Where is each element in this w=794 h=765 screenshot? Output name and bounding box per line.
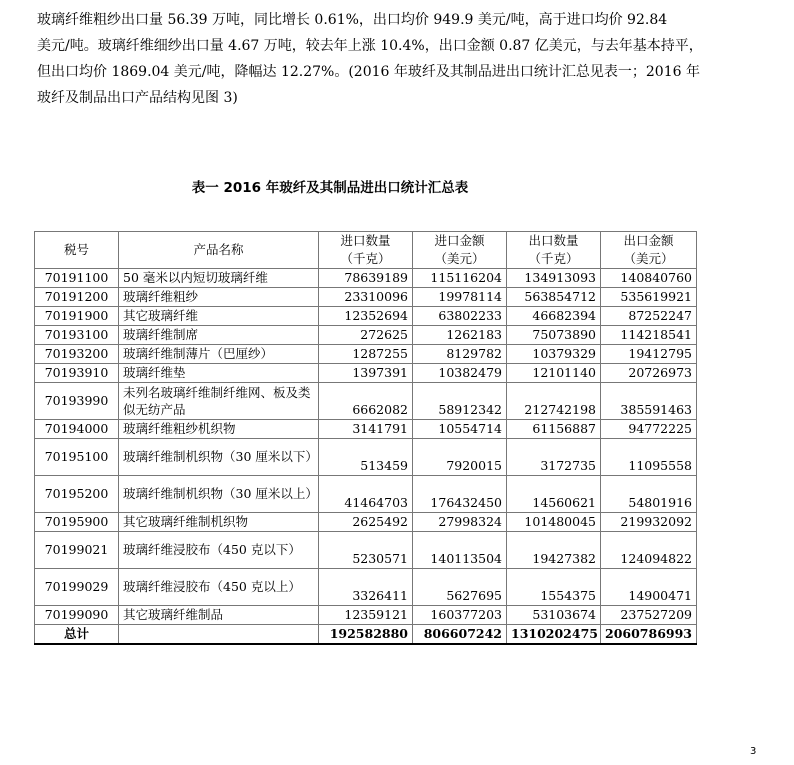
paragraph-line: 但出口均价 1869.04 美元/吨，降幅达 12.27%。(2016 年玻纤及其制品进出口统计汇总见表一；2016 年 [37, 64, 700, 80]
cell-name-empty [119, 625, 319, 645]
cell-name: 玻璃纤维制席 [119, 326, 319, 345]
table-row [35, 269, 697, 288]
header-code: 税号 [35, 232, 119, 269]
cell-code: 70199021 [35, 532, 119, 569]
table-row [35, 513, 697, 532]
cell-export-amt: 124094822 [601, 532, 697, 569]
table-row [35, 476, 697, 513]
table-row [35, 439, 697, 476]
cell-name: 玻璃纤维粗纱 [119, 288, 319, 307]
cell-export-qty: 134913093 [507, 269, 601, 288]
cell-name: 玻璃纤维制机织物（30 厘米以下） [119, 439, 319, 476]
cell-code: 70199029 [35, 569, 119, 606]
cell-import-amt: 10382479 [413, 364, 507, 383]
header-name: 产品名称 [119, 232, 319, 269]
total-export-amt: 2060786993 [601, 625, 697, 645]
cell-export-amt: 94772225 [601, 420, 697, 439]
cell-code: 70191100 [35, 269, 119, 288]
cell-export-amt: 140840760 [601, 269, 697, 288]
cell-code: 70193100 [35, 326, 119, 345]
cell-name: 玻璃纤维浸胶布（450 克以下） [119, 532, 319, 569]
cell-import-qty: 12359121 [319, 606, 413, 625]
cell-export-qty: 14560621 [507, 476, 601, 513]
cell-import-qty: 2625492 [319, 513, 413, 532]
cell-import-amt: 160377203 [413, 606, 507, 625]
cell-name: 玻璃纤维制薄片（巴厘纱） [119, 345, 319, 364]
cell-import-amt: 7920015 [413, 439, 507, 476]
cell-import-amt: 5627695 [413, 569, 507, 606]
cell-export-amt: 87252247 [601, 307, 697, 326]
cell-code: 70199090 [35, 606, 119, 625]
paragraph-line: 玻纤及制品出口产品结构见图 3) [37, 90, 238, 106]
cell-import-amt: 1262183 [413, 326, 507, 345]
cell-code: 70193910 [35, 364, 119, 383]
table-row [35, 383, 697, 420]
cell-export-qty: 75073890 [507, 326, 601, 345]
cell-name: 其它玻璃纤维 [119, 307, 319, 326]
cell-import-qty: 1397391 [319, 364, 413, 383]
cell-code: 70194000 [35, 420, 119, 439]
cell-import-amt: 140113504 [413, 532, 507, 569]
stats-table [34, 231, 697, 645]
page-number: 3 [750, 746, 757, 757]
cell-import-amt: 115116204 [413, 269, 507, 288]
cell-import-qty: 272625 [319, 326, 413, 345]
cell-import-qty: 41464703 [319, 476, 413, 513]
cell-export-qty: 563854712 [507, 288, 601, 307]
cell-name: 玻璃纤维制机织物（30 厘米以上） [119, 476, 319, 513]
table-caption: 表一 2016 年玻纤及其制品进出口统计汇总表 [191, 180, 469, 196]
cell-export-qty: 3172735 [507, 439, 601, 476]
cell-export-amt: 19412795 [601, 345, 697, 364]
table-row [35, 569, 697, 606]
cell-export-amt: 219932092 [601, 513, 697, 532]
cell-export-qty: 212742198 [507, 383, 601, 420]
cell-code: 70195900 [35, 513, 119, 532]
table-row [35, 326, 697, 345]
table-row [35, 288, 697, 307]
cell-export-amt: 11095558 [601, 439, 697, 476]
cell-export-qty: 61156887 [507, 420, 601, 439]
total-import-amt: 806607242 [413, 625, 507, 645]
cell-import-qty: 513459 [319, 439, 413, 476]
cell-export-qty: 46682394 [507, 307, 601, 326]
cell-export-amt: 14900471 [601, 569, 697, 606]
table-row [35, 420, 697, 439]
cell-import-qty: 23310096 [319, 288, 413, 307]
cell-export-amt: 114218541 [601, 326, 697, 345]
cell-name: 其它玻璃纤维制机织物 [119, 513, 319, 532]
cell-export-amt: 20726973 [601, 364, 697, 383]
paragraph-line: 美元/吨。玻璃纤维细纱出口量 4.67 万吨，较去年上涨 10.4%，出口金额 0.87 亿美元，与去年基本持平， [37, 38, 703, 54]
table-total-row [35, 625, 697, 645]
cell-name: 其它玻璃纤维制品 [119, 606, 319, 625]
cell-import-qty: 3326411 [319, 569, 413, 606]
cell-export-amt: 237527209 [601, 606, 697, 625]
header-import-qty: 进口数量 （千克） [319, 232, 413, 269]
cell-name: 玻璃纤维粗纱机织物 [119, 420, 319, 439]
table-row [35, 606, 697, 625]
cell-import-amt: 176432450 [413, 476, 507, 513]
cell-code: 70195100 [35, 439, 119, 476]
cell-name: 50 毫米以内短切玻璃纤维 [119, 269, 319, 288]
total-import-qty: 192582880 [319, 625, 413, 645]
cell-import-amt: 19978114 [413, 288, 507, 307]
cell-name: 玻璃纤维浸胶布（450 克以上） [119, 569, 319, 606]
cell-export-amt: 385591463 [601, 383, 697, 420]
cell-import-amt: 8129782 [413, 345, 507, 364]
cell-code: 70191200 [35, 288, 119, 307]
table-row [35, 364, 697, 383]
cell-import-amt: 58912342 [413, 383, 507, 420]
header-export-amt: 出口金额 （美元） [601, 232, 697, 269]
cell-export-amt: 535619921 [601, 288, 697, 307]
cell-export-qty: 101480045 [507, 513, 601, 532]
cell-export-qty: 19427382 [507, 532, 601, 569]
cell-code: 70193990 [35, 383, 119, 420]
cell-import-amt: 27998324 [413, 513, 507, 532]
cell-code: 70193200 [35, 345, 119, 364]
cell-import-qty: 6662082 [319, 383, 413, 420]
paragraph-line: 玻璃纤维粗纱出口量 56.39 万吨，同比增长 0.61%，出口均价 949.9 美元/吨，高于进口均价 92.84 [37, 12, 668, 28]
cell-export-qty: 12101140 [507, 364, 601, 383]
header-import-amt: 进口金额 （美元） [413, 232, 507, 269]
cell-import-amt: 63802233 [413, 307, 507, 326]
table-row [35, 345, 697, 364]
total-label: 总计 [35, 625, 119, 645]
cell-import-amt: 10554714 [413, 420, 507, 439]
cell-import-qty: 12352694 [319, 307, 413, 326]
cell-export-qty: 10379329 [507, 345, 601, 364]
cell-export-qty: 1554375 [507, 569, 601, 606]
cell-name: 玻璃纤维垫 [119, 364, 319, 383]
table-header-row [35, 232, 697, 269]
body-paragraph [37, 7, 762, 111]
total-export-qty: 1310202475 [507, 625, 601, 645]
table-row [35, 532, 697, 569]
cell-import-qty: 3141791 [319, 420, 413, 439]
header-export-qty: 出口数量 （千克） [507, 232, 601, 269]
cell-export-amt: 54801916 [601, 476, 697, 513]
cell-import-qty: 78639189 [319, 269, 413, 288]
cell-import-qty: 1287255 [319, 345, 413, 364]
cell-name: 未列名玻璃纤维制纤维网、板及类似无纺产品 [119, 383, 319, 420]
cell-import-qty: 5230571 [319, 532, 413, 569]
table-row [35, 307, 697, 326]
cell-export-qty: 53103674 [507, 606, 601, 625]
cell-code: 70195200 [35, 476, 119, 513]
cell-code: 70191900 [35, 307, 119, 326]
